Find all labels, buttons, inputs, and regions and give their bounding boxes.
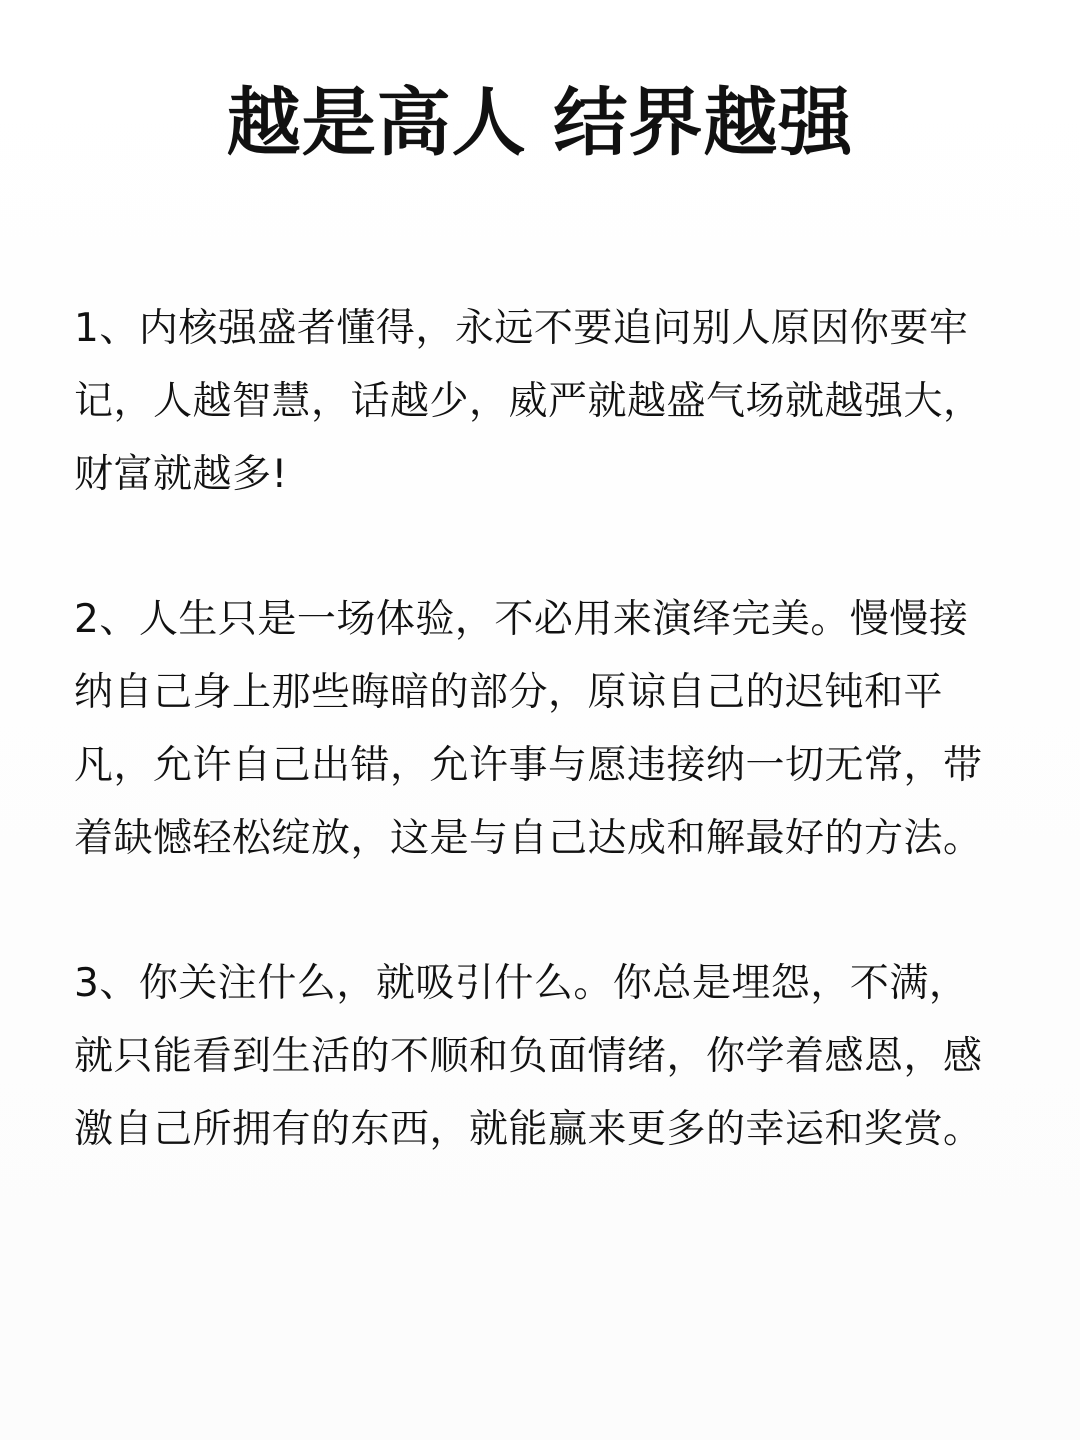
paragraph-1: 1、内核强盛者懂得，永远不要追问别人原因你要牢记，人越智慧，话越少，威严就越盛气场就越强大，财富就越多!: [74, 306, 983, 497]
paragraph-2: 2、人生只是一场体验，不必用来演绎完美。慢慢接纳自己身上那些晦暗的部分，原谅自己的迟钝和平凡，允许自己出错，允许事与愿违接纳一切无常，带着缺憾轻松绽放，这是与自己达成和解最好的方法。: [74, 597, 983, 861]
paragraph-3: 3、你关注什么，就吸引什么。你总是埋怨，不满，就只能看到生活的不顺和负面情绪，你学着感恩，感激自己所拥有的东西，就能赢来更多的幸运和奖赏。: [74, 961, 983, 1152]
article-body: [74, 292, 1004, 1166]
page-title: 越是高人 结界越强: [226, 80, 854, 166]
